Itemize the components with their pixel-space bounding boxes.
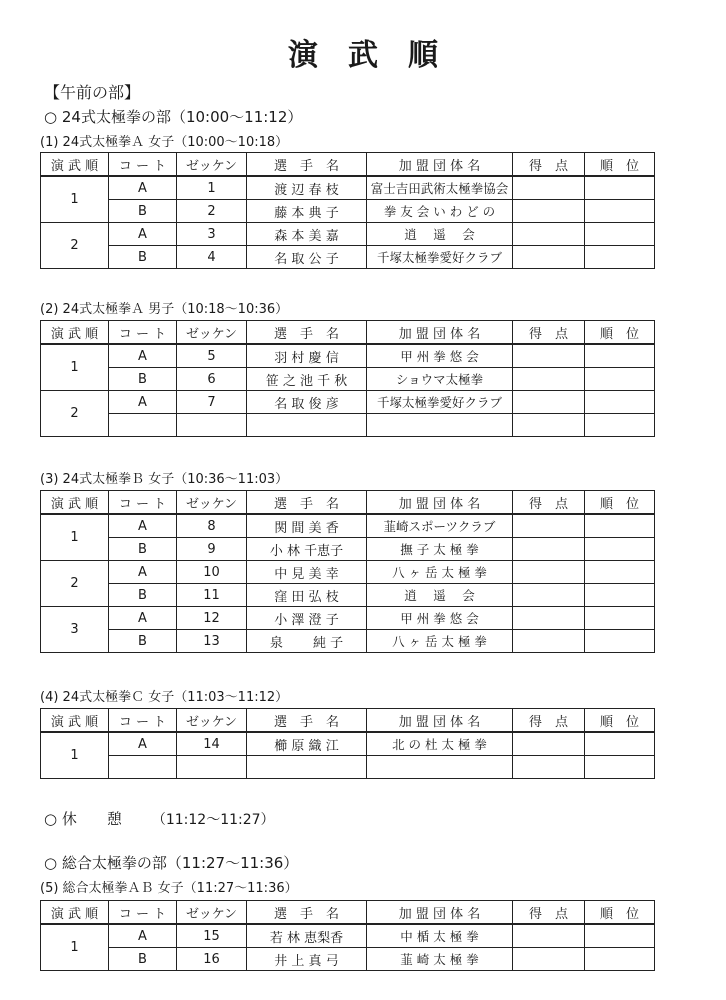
athlete-name: 櫛 原 織 江 <box>247 732 367 756</box>
club-name: 撫 子 太 極 拳 <box>367 538 513 561</box>
table-row <box>41 732 655 756</box>
table-row <box>41 391 655 414</box>
event-table <box>40 490 655 653</box>
athlete-name: 関 間 美 香 <box>247 514 367 538</box>
table-row <box>41 246 655 269</box>
score-cell <box>513 756 585 779</box>
court-cell <box>109 414 177 437</box>
col-name: 選 手 名 <box>247 491 367 515</box>
table-row <box>41 607 655 630</box>
rank-cell <box>585 756 655 779</box>
event-title: (2) 24式太極拳Ａ 男子（10:18〜10:36） <box>40 302 289 317</box>
athlete-name: 若 林 恵梨香 <box>247 924 367 948</box>
table-row <box>41 561 655 584</box>
number-cell: 9 <box>177 538 247 561</box>
table-row <box>41 756 655 779</box>
score-cell <box>513 246 585 269</box>
order-cell: 2 <box>41 223 109 269</box>
court-cell: B <box>109 584 177 607</box>
col-order: 演 武 順 <box>41 709 109 733</box>
col-court: コ ー ト <box>109 491 177 515</box>
number-cell <box>177 414 247 437</box>
event-table <box>40 708 655 779</box>
order-cell: 1 <box>41 514 109 561</box>
order-cell: 3 <box>41 607 109 653</box>
rank-cell <box>585 561 655 584</box>
court-cell: B <box>109 538 177 561</box>
club-name: ショウマ太極拳 <box>367 368 513 391</box>
order-cell: 1 <box>41 924 109 971</box>
athlete-name: 窪 田 弘 枝 <box>247 584 367 607</box>
rank-cell <box>585 607 655 630</box>
table-row <box>41 344 655 368</box>
event-title: (1) 24式太極拳Ａ 女子（10:00〜10:18） <box>40 135 289 150</box>
number-cell: 7 <box>177 391 247 414</box>
rank-cell <box>585 200 655 223</box>
table-row <box>41 584 655 607</box>
club-name <box>367 756 513 779</box>
col-rank: 順 位 <box>585 153 655 177</box>
col-rank: 順 位 <box>585 901 655 925</box>
col-score: 得 点 <box>513 709 585 733</box>
break-notice <box>44 808 275 829</box>
athlete-name: 渡 辺 春 枝 <box>247 176 367 200</box>
col-court: コ ー ト <box>109 321 177 345</box>
event-title: (4) 24式太極拳Ｃ 女子（11:03〜11:12） <box>40 690 289 705</box>
athlete-name: 名 取 公 子 <box>247 246 367 269</box>
col-club: 加 盟 団 体 名 <box>367 491 513 515</box>
order-cell: 1 <box>41 176 109 223</box>
event-title: (3) 24式太極拳Ｂ 女子（10:36〜11:03） <box>40 472 289 487</box>
rank-cell <box>585 176 655 200</box>
col-order: 演 武 順 <box>41 153 109 177</box>
score-cell <box>513 561 585 584</box>
score-cell <box>513 414 585 437</box>
rank-cell <box>585 514 655 538</box>
col-name: 選 手 名 <box>247 321 367 345</box>
club-name: 富士吉田武術太極拳協会 <box>367 176 513 200</box>
header-row <box>41 153 655 177</box>
court-cell: A <box>109 607 177 630</box>
number-cell: 3 <box>177 223 247 246</box>
number-cell: 2 <box>177 200 247 223</box>
table-row <box>41 538 655 561</box>
col-score: 得 点 <box>513 901 585 925</box>
col-rank: 順 位 <box>585 321 655 345</box>
session-label: 【午前の部】 <box>44 83 141 102</box>
col-club: 加 盟 団 体 名 <box>367 709 513 733</box>
score-cell <box>513 514 585 538</box>
rank-cell <box>585 948 655 971</box>
number-cell: 10 <box>177 561 247 584</box>
number-cell: 6 <box>177 368 247 391</box>
athlete-name: 小 林 千恵子 <box>247 538 367 561</box>
court-cell: A <box>109 391 177 414</box>
col-court: コ ー ト <box>109 709 177 733</box>
court-cell: A <box>109 176 177 200</box>
score-cell <box>513 176 585 200</box>
table-row <box>41 200 655 223</box>
athlete-name: 笹 之 池 千 秋 <box>247 368 367 391</box>
col-score: 得 点 <box>513 153 585 177</box>
rank-cell <box>585 630 655 653</box>
club-name: 韮崎スポーツクラブ <box>367 514 513 538</box>
number-cell: 4 <box>177 246 247 269</box>
col-court: コ ー ト <box>109 153 177 177</box>
table-row <box>41 630 655 653</box>
category-combined-form: ○ 総合太極拳の部（11:27〜11:36） <box>44 854 299 872</box>
club-name <box>367 414 513 437</box>
score-cell <box>513 223 585 246</box>
club-name: 甲 州 拳 悠 会 <box>367 344 513 368</box>
rank-cell <box>585 584 655 607</box>
club-name: 甲 州 拳 悠 会 <box>367 607 513 630</box>
court-cell: B <box>109 948 177 971</box>
score-cell <box>513 538 585 561</box>
number-cell: 14 <box>177 732 247 756</box>
rank-cell <box>585 246 655 269</box>
athlete-name: 井 上 真 弓 <box>247 948 367 971</box>
order-cell: 1 <box>41 732 109 779</box>
score-cell <box>513 732 585 756</box>
athlete-name: 藤 本 典 子 <box>247 200 367 223</box>
number-cell: 16 <box>177 948 247 971</box>
col-name: 選 手 名 <box>247 901 367 925</box>
header-row <box>41 901 655 925</box>
number-cell <box>177 756 247 779</box>
order-cell: 1 <box>41 344 109 391</box>
number-cell: 11 <box>177 584 247 607</box>
col-number: ゼッケン <box>177 153 247 177</box>
rank-cell <box>585 391 655 414</box>
table-row <box>41 924 655 948</box>
club-name: 八 ヶ 岳 太 極 拳 <box>367 561 513 584</box>
score-cell <box>513 368 585 391</box>
court-cell: A <box>109 924 177 948</box>
header-row <box>41 491 655 515</box>
col-order: 演 武 順 <box>41 901 109 925</box>
court-cell: B <box>109 368 177 391</box>
athlete-name: 森 本 美 嘉 <box>247 223 367 246</box>
club-name: 北 の 杜 太 極 拳 <box>367 732 513 756</box>
court-cell <box>109 756 177 779</box>
col-order: 演 武 順 <box>41 491 109 515</box>
club-name: 千塚太極拳愛好クラブ <box>367 246 513 269</box>
athlete-name <box>247 414 367 437</box>
rank-cell <box>585 538 655 561</box>
header-row <box>41 709 655 733</box>
event-table <box>40 320 655 437</box>
category-24-form: ○ 24式太極拳の部（10:00〜11:12） <box>44 108 303 126</box>
athlete-name: 中 見 美 幸 <box>247 561 367 584</box>
col-club: 加 盟 団 体 名 <box>367 321 513 345</box>
athlete-name: 小 澤 澄 子 <box>247 607 367 630</box>
col-rank: 順 位 <box>585 709 655 733</box>
col-rank: 順 位 <box>585 491 655 515</box>
club-name: 八 ヶ 岳 太 極 拳 <box>367 630 513 653</box>
rank-cell <box>585 732 655 756</box>
score-cell <box>513 607 585 630</box>
number-cell: 1 <box>177 176 247 200</box>
score-cell <box>513 391 585 414</box>
court-cell: B <box>109 200 177 223</box>
break-label: ○ 休 憩 <box>44 810 122 828</box>
order-cell: 2 <box>41 391 109 437</box>
col-number: ゼッケン <box>177 321 247 345</box>
score-cell <box>513 344 585 368</box>
court-cell: B <box>109 630 177 653</box>
table-row <box>41 368 655 391</box>
table-row <box>41 514 655 538</box>
col-court: コ ー ト <box>109 901 177 925</box>
col-number: ゼッケン <box>177 901 247 925</box>
club-name: 韮 崎 太 極 拳 <box>367 948 513 971</box>
club-name: 千塚太極拳愛好クラブ <box>367 391 513 414</box>
event-title: (5) 総合太極拳ＡＢ 女子（11:27〜11:36） <box>40 881 298 896</box>
event-table <box>40 152 655 269</box>
col-club: 加 盟 団 体 名 <box>367 901 513 925</box>
score-cell <box>513 200 585 223</box>
col-name: 選 手 名 <box>247 709 367 733</box>
rank-cell <box>585 344 655 368</box>
athlete-name: 泉 純 子 <box>247 630 367 653</box>
club-name: 逍 遥 会 <box>367 584 513 607</box>
athlete-name: 羽 村 慶 信 <box>247 344 367 368</box>
court-cell: A <box>109 514 177 538</box>
number-cell: 15 <box>177 924 247 948</box>
score-cell <box>513 948 585 971</box>
court-cell: A <box>109 732 177 756</box>
col-club: 加 盟 団 体 名 <box>367 153 513 177</box>
number-cell: 13 <box>177 630 247 653</box>
rank-cell <box>585 414 655 437</box>
number-cell: 8 <box>177 514 247 538</box>
club-name: 逍 遥 会 <box>367 223 513 246</box>
club-name: 中 楯 太 極 拳 <box>367 924 513 948</box>
table-row <box>41 414 655 437</box>
number-cell: 12 <box>177 607 247 630</box>
score-cell <box>513 924 585 948</box>
header-row <box>41 321 655 345</box>
table-row <box>41 223 655 246</box>
table-row <box>41 948 655 971</box>
court-cell: A <box>109 344 177 368</box>
event-table <box>40 900 655 971</box>
rank-cell <box>585 223 655 246</box>
order-cell: 2 <box>41 561 109 607</box>
score-cell <box>513 630 585 653</box>
page-title: 演武順 <box>288 38 468 73</box>
court-cell: A <box>109 223 177 246</box>
col-number: ゼッケン <box>177 491 247 515</box>
rank-cell <box>585 924 655 948</box>
rank-cell <box>585 368 655 391</box>
club-name: 拳 友 会 い わ ど の <box>367 200 513 223</box>
number-cell: 5 <box>177 344 247 368</box>
col-score: 得 点 <box>513 491 585 515</box>
break-time: （11:12〜11:27） <box>151 812 275 828</box>
score-cell <box>513 584 585 607</box>
col-order: 演 武 順 <box>41 321 109 345</box>
table-row <box>41 176 655 200</box>
court-cell: A <box>109 561 177 584</box>
court-cell: B <box>109 246 177 269</box>
col-number: ゼッケン <box>177 709 247 733</box>
col-name: 選 手 名 <box>247 153 367 177</box>
athlete-name <box>247 756 367 779</box>
athlete-name: 名 取 俊 彦 <box>247 391 367 414</box>
col-score: 得 点 <box>513 321 585 345</box>
